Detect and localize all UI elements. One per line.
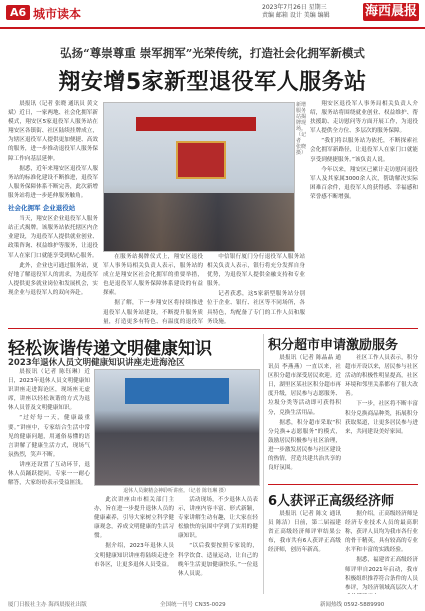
article1-para: 翔安区退役军人事务局相关负责人介绍，服务站将围绕就业创业、权益维护、帮扶援助、走访慰问等方面开展工作，为退役军人提供全方位、多层次的服务保障。: [310, 101, 418, 135]
article1-photo-caption: 新增服务站揭牌现场。（记者 张晓 摄）: [296, 102, 307, 156]
article1-para: 中信银行厦门分行退役军人服务站相关负责人表示，银行将充分发挥自身优势，为退役军人提供金融支持和专业服务。: [207, 254, 305, 288]
photo-screen: [125, 378, 229, 404]
article2-col-mid: [94, 496, 174, 594]
article4-headline: 6人获评正高级经济师: [268, 494, 395, 509]
edition-info: 责编 邮箱 设计 美编 编辑: [262, 12, 330, 19]
article2-para: 晨报讯（记者 陈钰琳）近日，2023年退休人员文明健康知识讲座走进海沧区，现场座无虚席，讲座以轻松诙谐的方式为退休人员普及文明健康知识。: [8, 369, 90, 412]
article3-para: 社区工作人员表示，积分超市开设以来，居民参与社区活动的积极性明显提高，社区环境和邻里关系都有了很大改善。: [345, 355, 418, 398]
article2-para: 讲座还设置了互动环节，退休人员踊跃提问，专家一一耐心解答，大家纷纷表示受益匪浅。: [8, 461, 90, 487]
article4-col-a: [268, 510, 341, 594]
issue-date: 2023年7月26日 星期三: [262, 4, 327, 11]
article2-col-right: [178, 496, 258, 594]
article2-photo: [94, 369, 260, 486]
article4-para: 晨报讯（记者 陈文 通讯员 陈洁）日前，第二届福建省正高级经济师评审结果公布，我市共有6人获评正高级经济师，创历年新高。: [268, 511, 341, 554]
photo-plaque: [176, 141, 226, 179]
article2-headline: 轻松诙谐传递文明健康知识: [8, 339, 212, 359]
section-title: 城市读本: [33, 7, 82, 21]
article3-para: 晨报讯（记者 陈晶晶 通讯员 李燕燕）一直以来，社区积分超市深受居民欢迎。近日，湖里区某社区积分超市再度升级，居民参与志愿服务、垃圾分类等活动即可获得积分，兑换生活用品。: [268, 355, 341, 416]
article1-para: 记者获悉，这5家新型服务站分别位于企业、银行、社区等不同场所，各具特色，均配备了专门的工作人员和服务设施。: [207, 291, 305, 325]
footer-mid: 全国统一刊号 CN35-0029: [160, 602, 226, 608]
article3-col-b: [345, 354, 418, 482]
article1-para: “我们将以服务站为依托，不断探索社会化拥军新路径，让退役军人在家门口就能享受到便捷服务。”该负责人说。: [310, 138, 418, 163]
article1-col-mid-a: [103, 253, 203, 325]
article4-para: 据悉，福建省正高级经济师评审自2021年启动，我市积极组织推荐符合条件的人员参评，为经济领域高层次人才: [345, 557, 418, 591]
section-divider: [8, 328, 418, 329]
article3-col-a: [268, 354, 341, 482]
article1-para: 当天，翔安区企业退役军人服务站正式揭牌。该服务站依托辖区内企业建设，为退役军人提供就业创业、政策咨询、权益维护等服务，让退役军人在家门口就能享受到贴心服务。: [8, 216, 98, 259]
article1-para: 晨报讯（记者 张晓 通讯员 黄文斌）近日，一家两地、社会化拥军新模式，翔安区5家退役军人服务站在翔安区各镇街、社区陆续挂牌成立，为辖区退役军人提供更加便捷、高效的服务，进一步推动退役军人服务保障工作向基层延伸。: [8, 101, 98, 162]
article2-para: “以后我要按照专家说的，科学饮食、适量运动，让自己的晚年生活更加健康快乐。”一位退休人员说。: [178, 543, 258, 577]
article1-para: 今年以来，翔安区已累计走访慰问退役军人及其家属3000余人次，帮助解决实际困难百余件，退役军人的获得感、幸福感和荣誉感不断增强。: [310, 166, 418, 200]
article2-para: “过好每一天，健康最重要。”讲座中，专家结合生活中常见的健康问题，用通俗易懂的语言讲解了健康生活方式，现场气氛热烈，笑声不断。: [8, 415, 90, 458]
article1-headline: 翔安增5家新型退役军人服务站: [58, 70, 367, 95]
footer-left: 厦门日报社主办 海西晨报社出版: [8, 602, 87, 608]
article4-para: 据介绍，正高级经济师是经济专业技术人员的最高职称，获评人员均为我市各行业的骨干精英，具有较高的专业水平和丰富的实践经验。: [345, 511, 418, 554]
sub-divider: [268, 484, 418, 485]
article4-col-b: [345, 510, 418, 594]
article2-para: 此次讲座由市相关部门主办，旨在进一步提升退休人员的健康素养，引导大家树立科学健康观念，养成文明健康的生活习惯。: [94, 497, 174, 540]
dateline: [262, 4, 330, 20]
page-header: [0, 0, 425, 26]
page-number: A6: [6, 5, 30, 20]
article1-para: 据了解，下一步翔安区将持续推进退役军人服务站建设，不断提升服务质量，打造更多有特色、有温度的退役军: [103, 300, 203, 325]
article2-para: 活动现场，不少退休人员表示，讲座内容丰富、形式新颖，专家讲解生动有趣，让大家在轻松愉快的氛围中学到了实用的健康知识。: [178, 497, 258, 540]
footer-right: 新闻热线 0592-5889990: [320, 602, 385, 608]
article2-photo-caption: 退休人员聚精会神聆听讲座。（记者 陈钰琳 摄）: [123, 488, 229, 494]
article2-para: 据介绍，2023年退休人员文明健康知识讲座将陆续走进全市各区，让更多退休人员受益。: [94, 543, 174, 568]
article1-para: 此外，企业也可通过服务站，更好地了解退役军人的需求，为退役军人提供更多就业岗位和发展机会，实现企业与退役军人的双向奔赴。: [8, 262, 98, 296]
photo-banner: [136, 117, 256, 131]
article3-para: 据悉，积分超市采取“积分兑换+志愿服务”的模式，鼓励居民积极参与社区治理，进一步激发居民参与社区建设的热情，营造共建共治共享的良好氛围。: [268, 419, 341, 472]
article1-para: 据悉，近年来翔安区退役军人服务站的标准化建设不断推进，退役军人服务保障体系不断完善，此次新增服务站将进一步延伸服务触角。: [8, 165, 98, 199]
article2-subhead: 2023年退休人员文明健康知识讲座走进海沧区: [8, 358, 185, 368]
article1-kicker: 弘扬“尊崇尊重 崇军拥军”光荣传统，打造社会化拥军新模式: [60, 46, 365, 60]
article1-photo: [103, 102, 295, 252]
article1-col-right: [310, 100, 418, 324]
photo-people: [104, 193, 294, 251]
article1-col-left: [8, 100, 98, 324]
page-footer: [0, 598, 425, 611]
article1-para: 在服务站揭牌仪式上，翔安区退役军人事务局相关负责人表示，服务站的成立是翔安区社会化拥军的重要举措，也是退役军人服务保障体系建设的有益探索。: [103, 254, 203, 297]
article3-para: 下一步，社区将不断丰富积分兑换商品种类，拓展积分获取渠道，让更多居民参与进来，共同建设美好家园。: [345, 401, 418, 435]
article3-headline: 积分超市申请激励服务: [268, 338, 399, 353]
column-divider: [263, 334, 264, 594]
article1-subhead-left: 社会化拥军 企业退役站: [8, 204, 76, 213]
header-rule: [0, 27, 425, 29]
article2-col-left: [8, 368, 90, 594]
article1-col-mid-b: [207, 253, 305, 325]
masthead-logo: 海西晨报: [364, 4, 417, 19]
